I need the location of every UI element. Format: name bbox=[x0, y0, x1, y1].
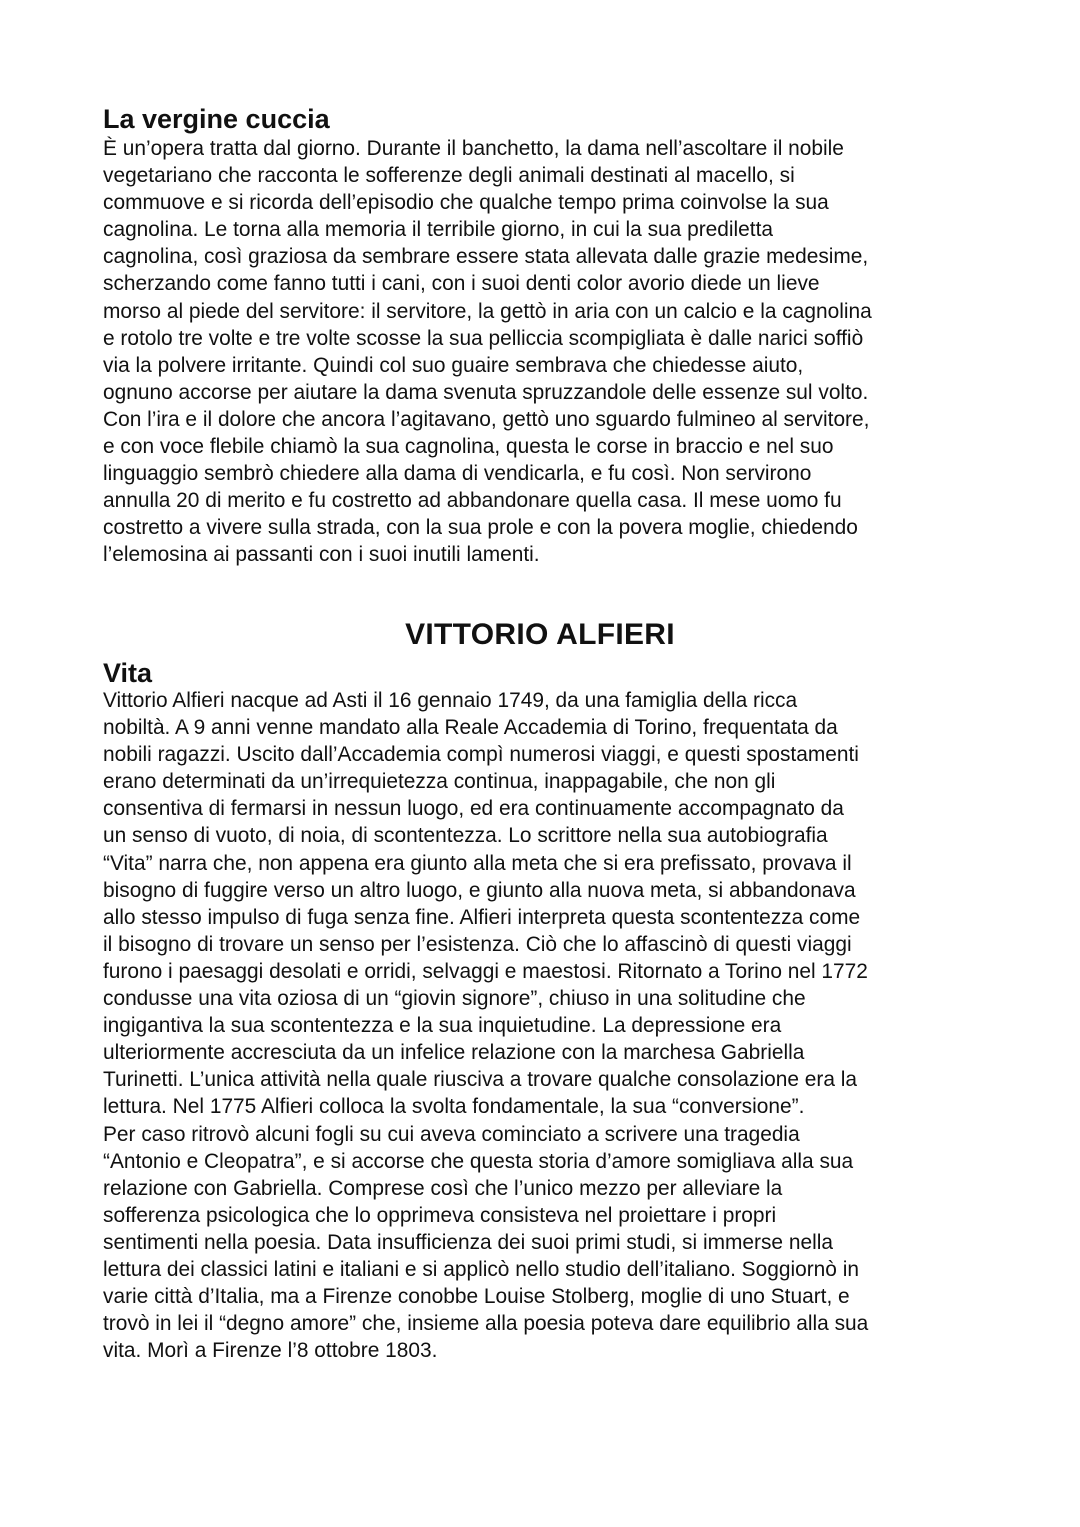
text-line: ulteriormente accresciuta da un infelice relazione con la marchesa Gabriella bbox=[103, 1041, 805, 1065]
text-line: bisogno di fuggire verso un altro luogo, e giunto alla nuova meta, si abbandonava bbox=[103, 878, 856, 902]
text-line: nobiltà. A 9 anni venne mandato alla Reale Accademia di Torino, frequentata da bbox=[103, 716, 838, 740]
text-line: sentimenti nella poesia. Data insufficienza dei suoi primi studi, si immerse nella bbox=[103, 1230, 833, 1254]
text-line: varie città d’Italia, ma a Firenze conobbe Louise Stolberg, moglie di uno Stuart, e bbox=[103, 1285, 850, 1309]
text-line: condusse una vita oziosa di un “giovin signore”, chiuso in una solitudine che bbox=[103, 987, 806, 1011]
text-line: consentiva di fermarsi in nessun luogo, ed era continuamente accompagnato da bbox=[103, 797, 844, 821]
text-line: il bisogno di trovare un senso per l’esistenza. Ciò che lo affascinò di questi viaggi bbox=[103, 932, 852, 956]
text-line: cagnolina, così graziosa da sembrare essere stata allevata dalle grazie medesime, bbox=[103, 245, 869, 269]
text-line: “Vita” narra che, non appena era giunto alla meta che si era prefissato, provava il bbox=[103, 851, 852, 875]
text-line: È un’opera tratta dal giorno. Durante il banchetto, la dama nell’ascoltare il nobile bbox=[103, 137, 844, 160]
text-line: un senso di vuoto, di noia, di scontentezza. Lo scrittore nella sua autobiografia bbox=[103, 824, 828, 848]
text-line: trovò in lei il “degno amore” che, insieme alla poesia poteva dare equilibrio alla sua bbox=[103, 1312, 869, 1336]
paragraph-la-vergine-cuccia bbox=[103, 135, 1003, 569]
page-title: VITTORIO ALFIERI bbox=[405, 618, 675, 651]
text-line: erano determinati da un’irrequietezza continua, inappagabile, che non gli bbox=[103, 770, 776, 794]
paragraph-vita bbox=[103, 687, 1003, 1364]
text-line: annulla 20 di merito e fu costretto ad abbandonare quella casa. Il mese uomo fu bbox=[103, 489, 842, 513]
text-line: Con l’ira e il dolore che ancora l’agitavano, gettò uno sguardo fulmineo al servitore, bbox=[103, 407, 870, 431]
text-line: morso al piede del servitore: il servitore, la gettò in aria con un calcio e la cagnolina bbox=[103, 299, 872, 323]
text-line: costretto a vivere sulla strada, con la sua prole e con la povera moglie, chiedendo bbox=[103, 516, 858, 540]
text-line: scherzando come fanno tutti i cani, con i suoi denti color avorio diede un lieve bbox=[103, 272, 820, 296]
text-line: Per caso ritrovò alcuni fogli su cui aveva cominciato a scrivere una tragedia bbox=[103, 1122, 800, 1146]
text-line: sofferenza psicologica che lo opprimeva consisteva nel proiettare i propri bbox=[103, 1203, 777, 1227]
text-line: furono i paesaggi desolati e orridi, selvaggi e maestosi. Ritornato a Torino nel 1772 bbox=[103, 959, 868, 983]
text-line: via la polvere irritante. Quindi col suo guaire sembrava che chiedesse aiuto, bbox=[103, 353, 804, 377]
section-heading-la-vergine-cuccia: La vergine cuccia bbox=[103, 104, 330, 134]
text-line: l’elemosina ai passanti con i suoi inutili lamenti. bbox=[103, 543, 540, 567]
text-line: Turinetti. L’unica attività nella quale riusciva a trovare qualche consolazione era la bbox=[103, 1068, 858, 1092]
text-line: ingigantiva la sua scontentezza e la sua inquietudine. La depressione era bbox=[103, 1014, 782, 1038]
text-line: vita. Morì a Firenze l’8 ottobre 1803. bbox=[103, 1339, 438, 1363]
text-line: linguaggio sembrò chiedere alla dama di vendicarla, e fu così. Non servirono bbox=[103, 462, 812, 486]
text-line: commuove e si ricorda dell’episodio che qualche tempo prima coinvolse la sua bbox=[103, 191, 829, 215]
text-line: Vittorio Alfieri nacque ad Asti il 16 gennaio 1749, da una famiglia della ricca bbox=[103, 689, 798, 712]
text-line: e con voce flebile chiamò la sua cagnolina, questa le corse in braccio e nel suo bbox=[103, 435, 834, 459]
text-line: nobili ragazzi. Uscito dall’Accademia compì numerosi viaggi, e questi spostamenti bbox=[103, 743, 859, 767]
text-line: cagnolina. Le torna alla memoria il terribile giorno, in cui la sua prediletta bbox=[103, 218, 774, 242]
text-line: lettura. Nel 1775 Alfieri colloca la svolta fondamentale, la sua “conversione”. bbox=[103, 1095, 805, 1119]
text-line: “Antonio e Cleopatra”, e si accorse che questa storia d’amore somigliava alla sua bbox=[103, 1149, 854, 1173]
text-line: ognuno accorse per aiutare la dama svenuta spruzzandole delle essenze sul volto. bbox=[103, 380, 869, 404]
text-line: allo stesso impulso di fuga senza fine. Alfieri interpreta questa scontentezza come bbox=[103, 905, 861, 929]
section-heading-vita: Vita bbox=[103, 658, 153, 688]
text-line: lettura dei classici latini e italiani e si applicò nello studio dell’italiano. Soggiornò in bbox=[103, 1257, 859, 1281]
text-line: e rotolo tre volte e tre volte scosse la sua pelliccia scompigliata è dalle narici soffiò bbox=[103, 326, 864, 350]
text-line: relazione con Gabriella. Comprese così che l’unico mezzo per alleviare la bbox=[103, 1176, 783, 1200]
text-line: vegetariano che racconta le sofferenze degli animali destinati al macello, si bbox=[103, 164, 795, 188]
